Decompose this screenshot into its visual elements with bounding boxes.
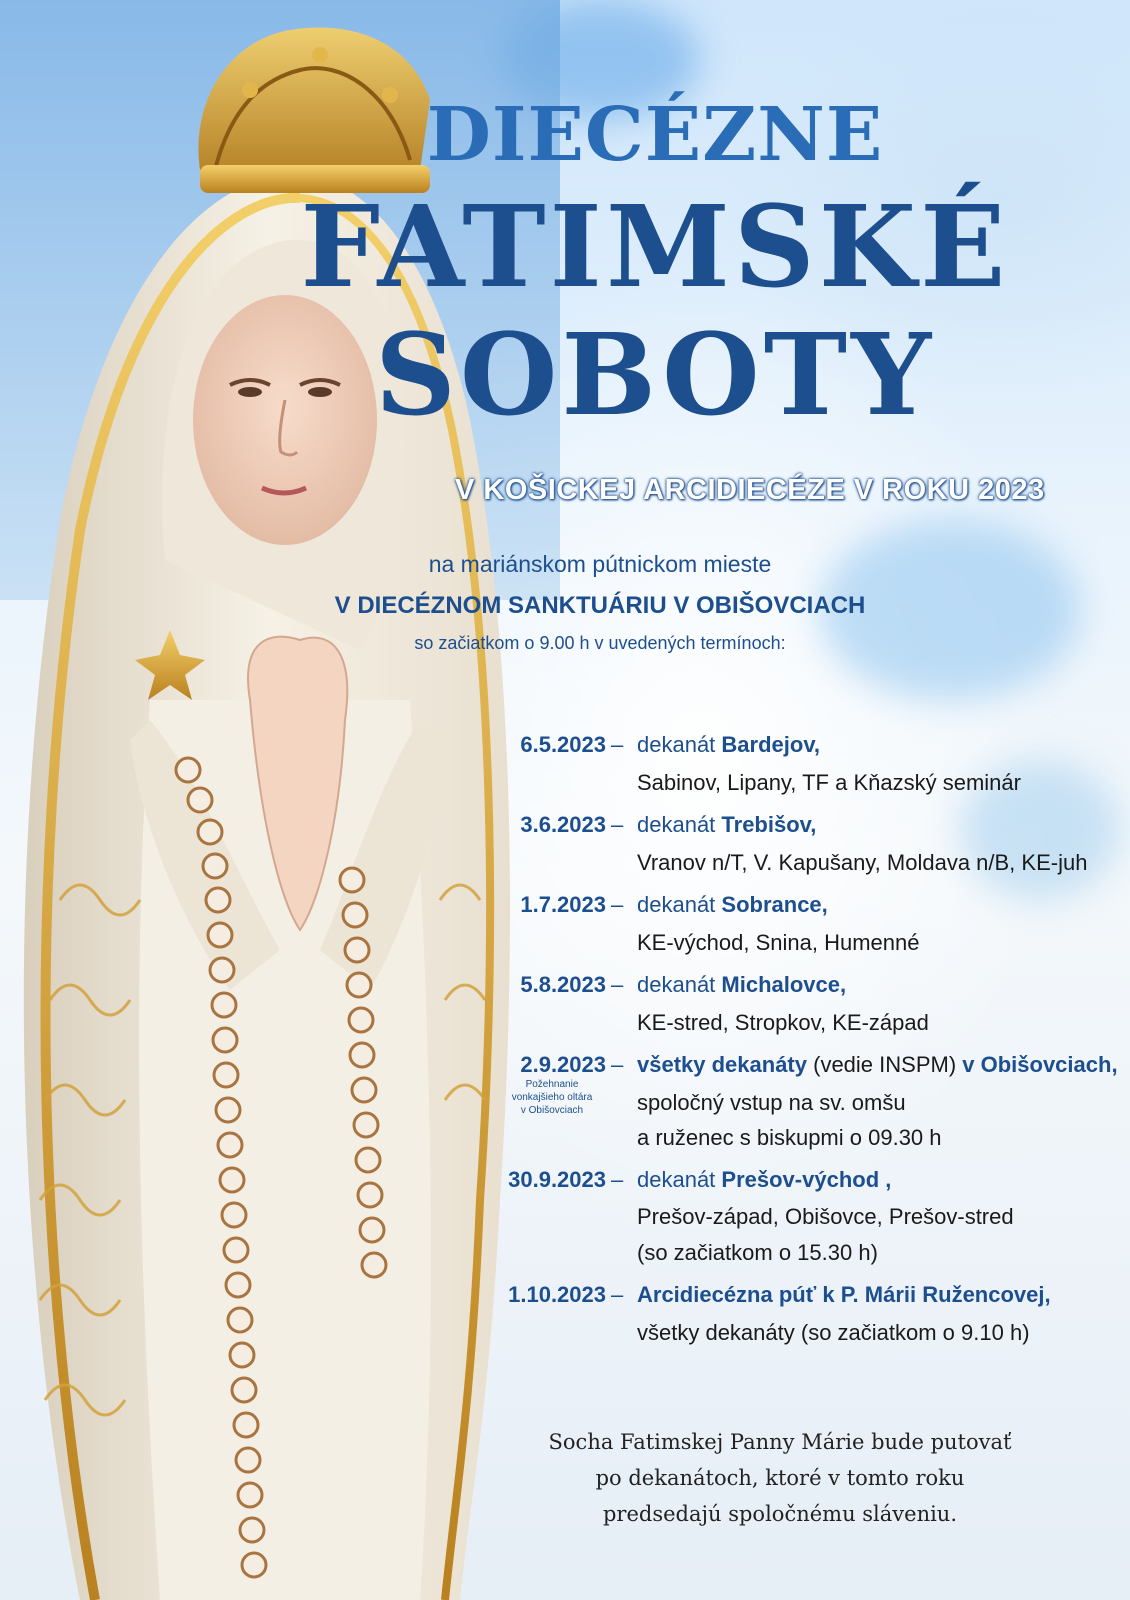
schedule-date: 30.9.2023 [508,1167,606,1192]
intro-line-2: V DIECÉZNOM SANKTUÁRIU V OBIŠOVCIACH [334,592,866,619]
schedule-lead: dekanát [637,972,722,997]
schedule-line-main [637,1282,1051,1308]
schedule-line-main [637,1167,891,1193]
schedule-lead: dekanát [637,732,722,757]
schedule-bold: Trebišov, [721,812,817,837]
schedule-line-sub: KE-stred, Stropkov, KE-západ [637,1010,929,1035]
schedule-line-sub: spoločný vstup na sv. omšu [637,1090,906,1115]
schedule-dash: – [611,1282,624,1307]
schedule-line-sub: všetky dekanáty (so začiatkom o 9.10 h) [637,1320,1030,1345]
subtitle: V KOŠICKEJ ARCIDIECÉZE V ROKU 2023 [455,474,1045,506]
footer-note [470,1424,1090,1532]
schedule-line-main [637,972,846,998]
intro-line-1: na mariánskom pútnickom mieste [428,551,772,577]
schedule-bold: Prešov-východ , [721,1167,892,1192]
schedule-date: 1.10.2023 [508,1282,606,1307]
schedule-date: 2.9.2023 [520,1052,606,1077]
schedule-dash: – [611,732,624,757]
intro-line-3: so začiatkom o 9.00 h v uvedených termínoch: [414,633,786,653]
schedule-bold: Arcidiecézna púť k P. Márii Ružencovej, [637,1282,1051,1307]
footer-line: Socha Fatimskej Panny Márie bude putovať [548,1430,1012,1454]
schedule-line-sub: Prešov-západ, Obišovce, Prešov-stred [637,1204,1014,1229]
note-line: vonkajšieho oltára [511,1092,593,1103]
note-line: v Obišovciach [520,1105,584,1116]
schedule-line-sub: KE-východ, Snina, Humenné [637,930,920,955]
title-line-1: DIECÉZNE [426,92,884,178]
schedule-line-main [637,1052,1118,1078]
schedule-date: 5.8.2023 [520,972,606,997]
title-line-3: SOBOTY [374,310,936,441]
schedule-bold: Sobrance, [721,892,828,917]
schedule-bold: všetky dekanáty [637,1052,807,1077]
schedule-line-sub: Sabinov, Lipany, TF a Kňazský seminár [637,770,1021,795]
schedule-dash: – [611,1052,624,1077]
title-line-2: FATIMSKÉ [300,182,1010,313]
schedule-lead: dekanát [637,1167,722,1192]
footer-line: predsedajú spoločnému sláveniu. [602,1502,958,1526]
schedule-lead: dekanát [637,812,722,837]
schedule-date: 6.5.2023 [520,732,606,757]
schedule-rest: (vedie INSPM) [807,1052,963,1077]
schedule-line-sub: (so začiatkom o 15.30 h) [637,1240,878,1265]
schedule-date: 3.6.2023 [520,812,606,837]
schedule-dash: – [611,892,624,917]
schedule-line-sub: a ruženec s biskupmi o 09.30 h [637,1125,942,1150]
schedule-lead: dekanát [637,892,722,917]
schedule-dash: – [611,1167,624,1192]
schedule-date: 1.7.2023 [520,892,606,917]
schedule-dash: – [611,972,624,997]
schedule-bold-2: v Obišovciach, [962,1052,1118,1077]
schedule-bold: Bardejov, [721,732,821,757]
schedule-line-sub: Vranov n/T, V. Kapušany, Moldava n/B, KE-juh [637,850,1088,875]
footer-line: po dekanátoch, ktoré v tomto roku [595,1466,965,1490]
schedule-dash: – [611,812,624,837]
schedule-line-main [637,732,820,758]
altar-blessing-note [503,1078,601,1117]
schedule-line-main [637,892,828,918]
schedule-bold: Michalovce, [721,972,847,997]
schedule-line-main [637,812,816,838]
note-line: Požehnanie [525,1079,579,1090]
